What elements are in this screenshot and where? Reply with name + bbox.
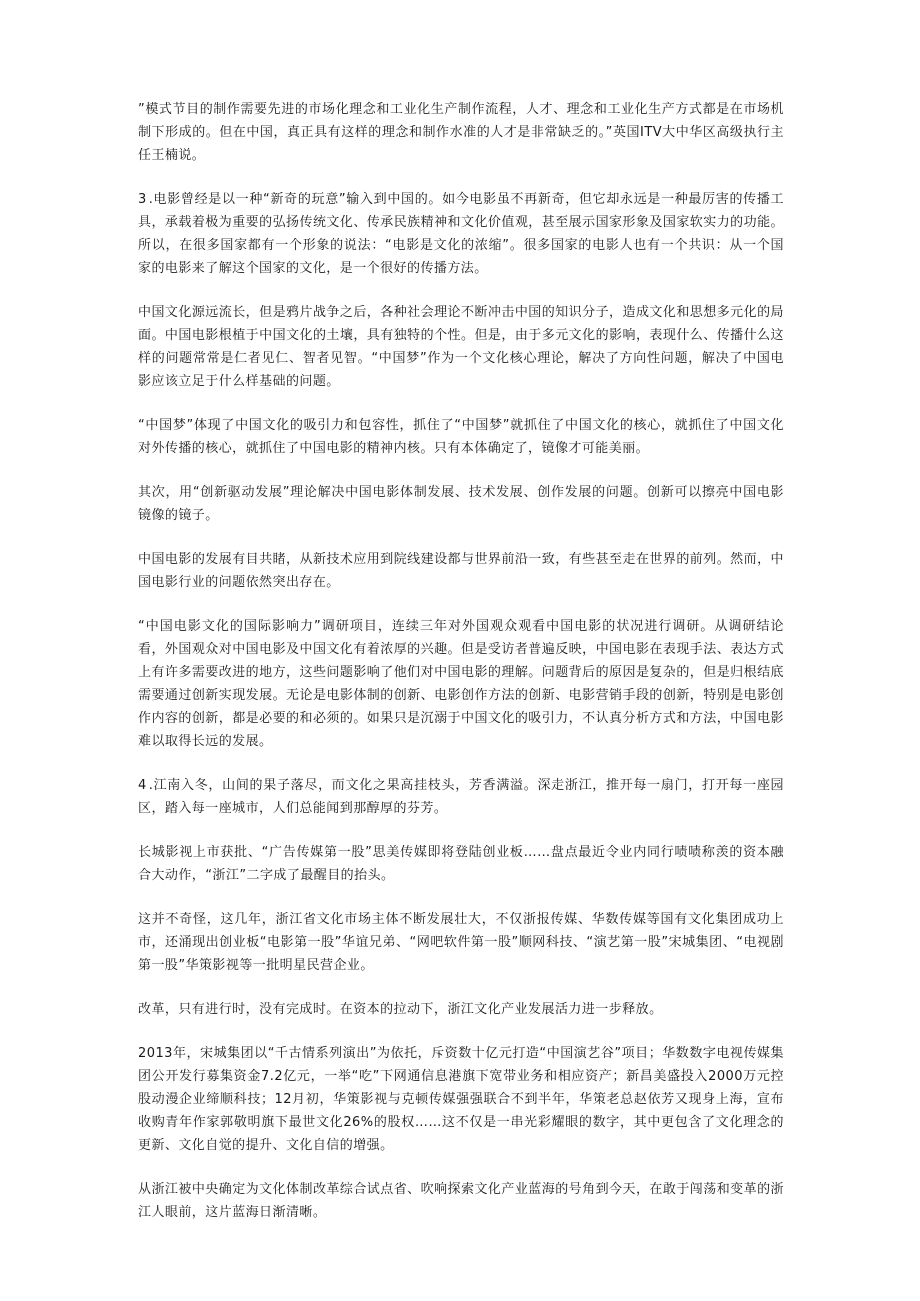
- paragraph-8: [138, 774, 784, 820]
- paragraph-7: [138, 615, 784, 753]
- paragraph-text: 其次，用“创新驱动发展”理论解决中国电影体制发展、技术发展、创作发展的问题。创新可以擦亮中国电影镜像的镜子。: [138, 485, 784, 523]
- paragraph-5: [138, 481, 784, 527]
- paragraph-number: 4: [138, 778, 147, 793]
- paragraph-text: “中国电影文化的国际影响力”调研项目，连续三年对外国观众观看中国电影的状况进行调研。从调研结论看，外国观众对中国电影及中国文化有着浓厚的兴趣。但是受访者普遍反映，中国电影在表现手法、表达方式上有许多需要改进的地方，这些问题影响了他们对中国电影的理解。问题背后的原因是复杂的，但是归根结底需要通过创新实现发展。无论是电影体制的创新、电影创作方法的创新、电影营销手段的创新，特别是电影创作内容的创新，都是必要的和必须的。如果只是沉溺于中国文化的吸引力，不认真分析方式和方法，中国电影难以取得长远的发展。: [138, 619, 784, 749]
- paragraph-number: 3: [138, 192, 147, 207]
- paragraph-text: .江南入冬，山间的果子落尽，而文化之果高挂枝头，芳香满溢。深走浙江，推开每一扇门，打开每一座园区，踏入每一座城市，人们总能闻到那醇厚的芬芳。: [138, 778, 784, 816]
- paragraph-11: [138, 998, 784, 1021]
- document-body: [138, 98, 784, 1245]
- paragraph-text: 中国文化源远流长，但是鸦片战争之后，各种社会理论不断冲击中国的知识分子，造成文化和思想多元化的局面。中国电影根植于中国文化的土壤，具有独特的个性。但是，由于多元文化的影响，表现什么、传播什么这样的问题常常是仁者见仁、智者见智。“中国梦”作为一个文化核心理论，解决了方向性问题，解决了中国电影应该立足于什么样基础的问题。: [138, 305, 784, 389]
- paragraph-3: [138, 301, 784, 393]
- paragraph-12: [138, 1042, 784, 1157]
- paragraph-text: 改革，只有进行时，没有完成时。在资本的拉动下，浙江文化产业发展活力进一步释放。: [138, 1002, 663, 1017]
- paragraph-text: 长城影视上市获批、“广告传媒第一股”思美传媒即将登陆创业板……盘点最近令业内同行啧啧称羡的资本融合大动作，“浙江”二字成了最醒目的抬头。: [138, 845, 784, 883]
- paragraph-text: ”模式节目的制作需要先进的市场化理念和工业化生产制作流程，人才、理念和工业化生产方式都是在市场机制下形成的。但在中国，真正具有这样的理念和制作水准的人才是非常缺乏的。”英国ITV大中华区高级执行主任王楠说。: [138, 102, 784, 163]
- paragraph-text: 从浙江被中央确定为文化体制改革综合试点省、吹响探索文化产业蓝海的号角到今天，在敢于闯荡和变革的浙江人眼前，这片蓝海日渐清晰。: [138, 1182, 784, 1220]
- paragraph-text: “中国梦”体现了中国文化的吸引力和包容性，抓住了“中国梦”就抓住了中国文化的核心，就抓住了中国文化对外传播的核心，就抓住了中国电影的精神内核。只有本体确定了，镜像才可能美丽。: [138, 418, 784, 456]
- paragraph-10: [138, 908, 784, 977]
- paragraph-13: [138, 1178, 784, 1224]
- paragraph-text: .电影曾经是以一种“新奇的玩意”输入到中国的。如今电影虽不再新奇，但它却永远是一种最厉害的传播工具，承载着极为重要的弘扬传统文化、传承民族精神和文化价值观，甚至展示国家形象及国家软实力的功能。所以，在很多国家都有一个形象的说法：“电影是文化的浓缩”。很多国家的电影人也有一个共识：从一个国家的电影来了解这个国家的文化，是一个很好的传播方法。: [138, 192, 784, 276]
- paragraph-text: 这并不奇怪，这几年，浙江省文化市场主体不断发展壮大，不仅浙报传媒、华数传媒等国有文化集团成功上市，还涌现出创业板“电影第一股”华谊兄弟、“网吧软件第一股”顺网科技、“演艺第一股”宋城集团、“电视剧第一股”华策影视等一批明星民营企业。: [138, 912, 784, 973]
- paragraph-4: [138, 414, 784, 460]
- paragraph-1: [138, 98, 784, 167]
- paragraph-text: 中国电影的发展有目共睹，从新技术应用到院线建设都与世界前沿一致，有些甚至走在世界的前列。然而，中国电影行业的问题依然突出存在。: [138, 552, 784, 590]
- paragraph-text: 2013年，宋城集团以“千古情系列演出”为依托，斥资数十亿元打造“中国演艺谷”项目；华数数字电视传媒集团公开发行募集资金7.2亿元，一举“吃”下网通信息港旗下宽带业务和相应资产；新昌美盛投入2000万元控股动漫企业缔顺科技；12月初，华策影视与克顿传媒强强联合不到半年，华策老总赵依芳又现身上海，宣布收购青年作家郭敬明旗下最世文化26%的股权……这不仅是一串光彩耀眼的数字，其中更包含了文化理念的更新、文化自觉的提升、文化自信的增强。: [138, 1046, 784, 1153]
- paragraph-9: [138, 841, 784, 887]
- paragraph-2: [138, 188, 784, 280]
- paragraph-6: [138, 548, 784, 594]
